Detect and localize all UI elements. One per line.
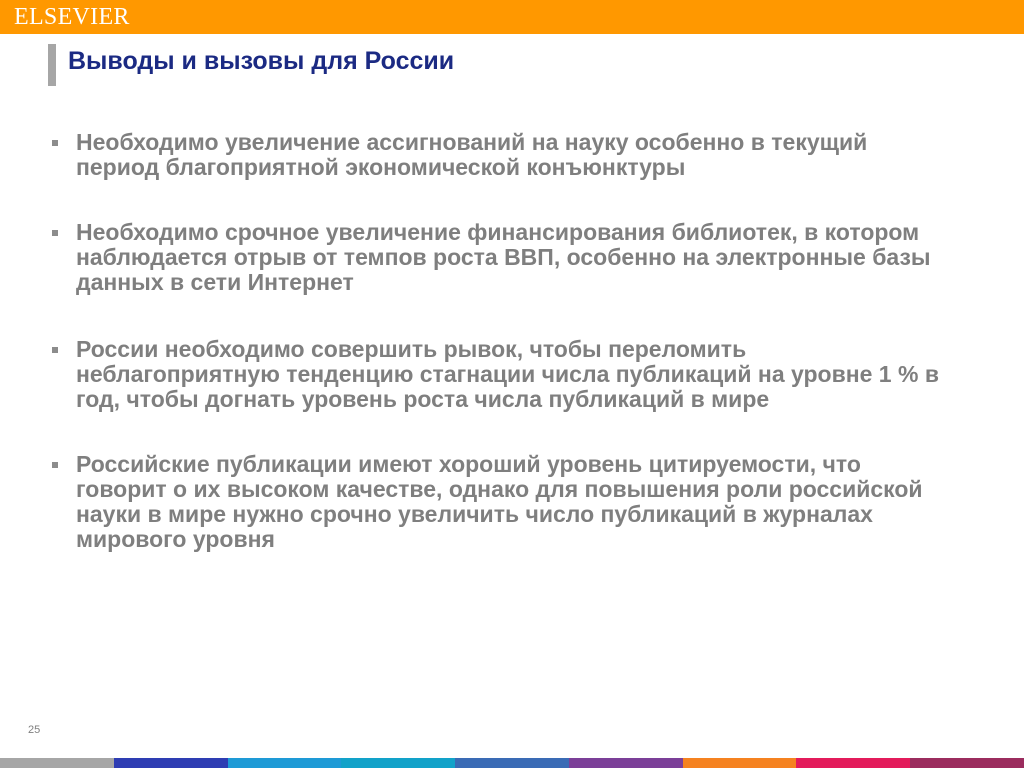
bullet-text: Российские публикации имеют хороший уровень цитируемости, что говорит о их высоком качестве, однако для повышения роли российской науки в мире нужно срочно увеличить число публикаций в журналах мирового уровня xyxy=(76,451,923,552)
square-bullet-icon xyxy=(52,347,58,353)
bullet-item xyxy=(52,220,952,295)
footer-stripe-segment xyxy=(683,758,797,768)
footer-stripe-segment xyxy=(910,758,1024,768)
bullet-item xyxy=(52,337,952,412)
elsevier-logo: ELSEVIER xyxy=(14,4,130,30)
footer-stripe-segment xyxy=(569,758,683,768)
footer-stripe-segment xyxy=(455,758,569,768)
square-bullet-icon xyxy=(52,140,58,146)
footer-color-stripe xyxy=(0,758,1024,768)
header-bar xyxy=(0,0,1024,34)
bullet-item xyxy=(52,452,952,552)
bullet-text: Необходимо увеличение ассигнований на науку особенно в текущий период благоприятной экономической конъюнктуры xyxy=(76,129,868,180)
footer-stripe-segment xyxy=(796,758,910,768)
bullet-text: России необходимо совершить рывок, чтобы переломить неблагоприятную тенденцию стагнации числа публикаций на уровне 1 % в год, чтобы догнать уровень роста числа публикаций в мире xyxy=(76,336,939,412)
page-number: 25 xyxy=(28,724,41,736)
square-bullet-icon xyxy=(52,230,58,236)
footer-stripe-segment xyxy=(114,758,228,768)
footer-stripe-segment xyxy=(0,758,114,768)
bullet-list xyxy=(52,130,952,552)
footer-stripe-segment xyxy=(228,758,342,768)
bullet-item xyxy=(52,130,952,180)
title-accent-bar xyxy=(48,44,56,86)
footer-stripe-segment xyxy=(341,758,455,768)
square-bullet-icon xyxy=(52,462,58,468)
bullet-text: Необходимо срочное увеличение финансирования библиотек, в котором наблюдается отрыв от темпов роста ВВП, особенно на электронные базы данных в сети Интернет xyxy=(76,219,931,295)
slide-title: Выводы и вызовы для России xyxy=(68,47,455,75)
